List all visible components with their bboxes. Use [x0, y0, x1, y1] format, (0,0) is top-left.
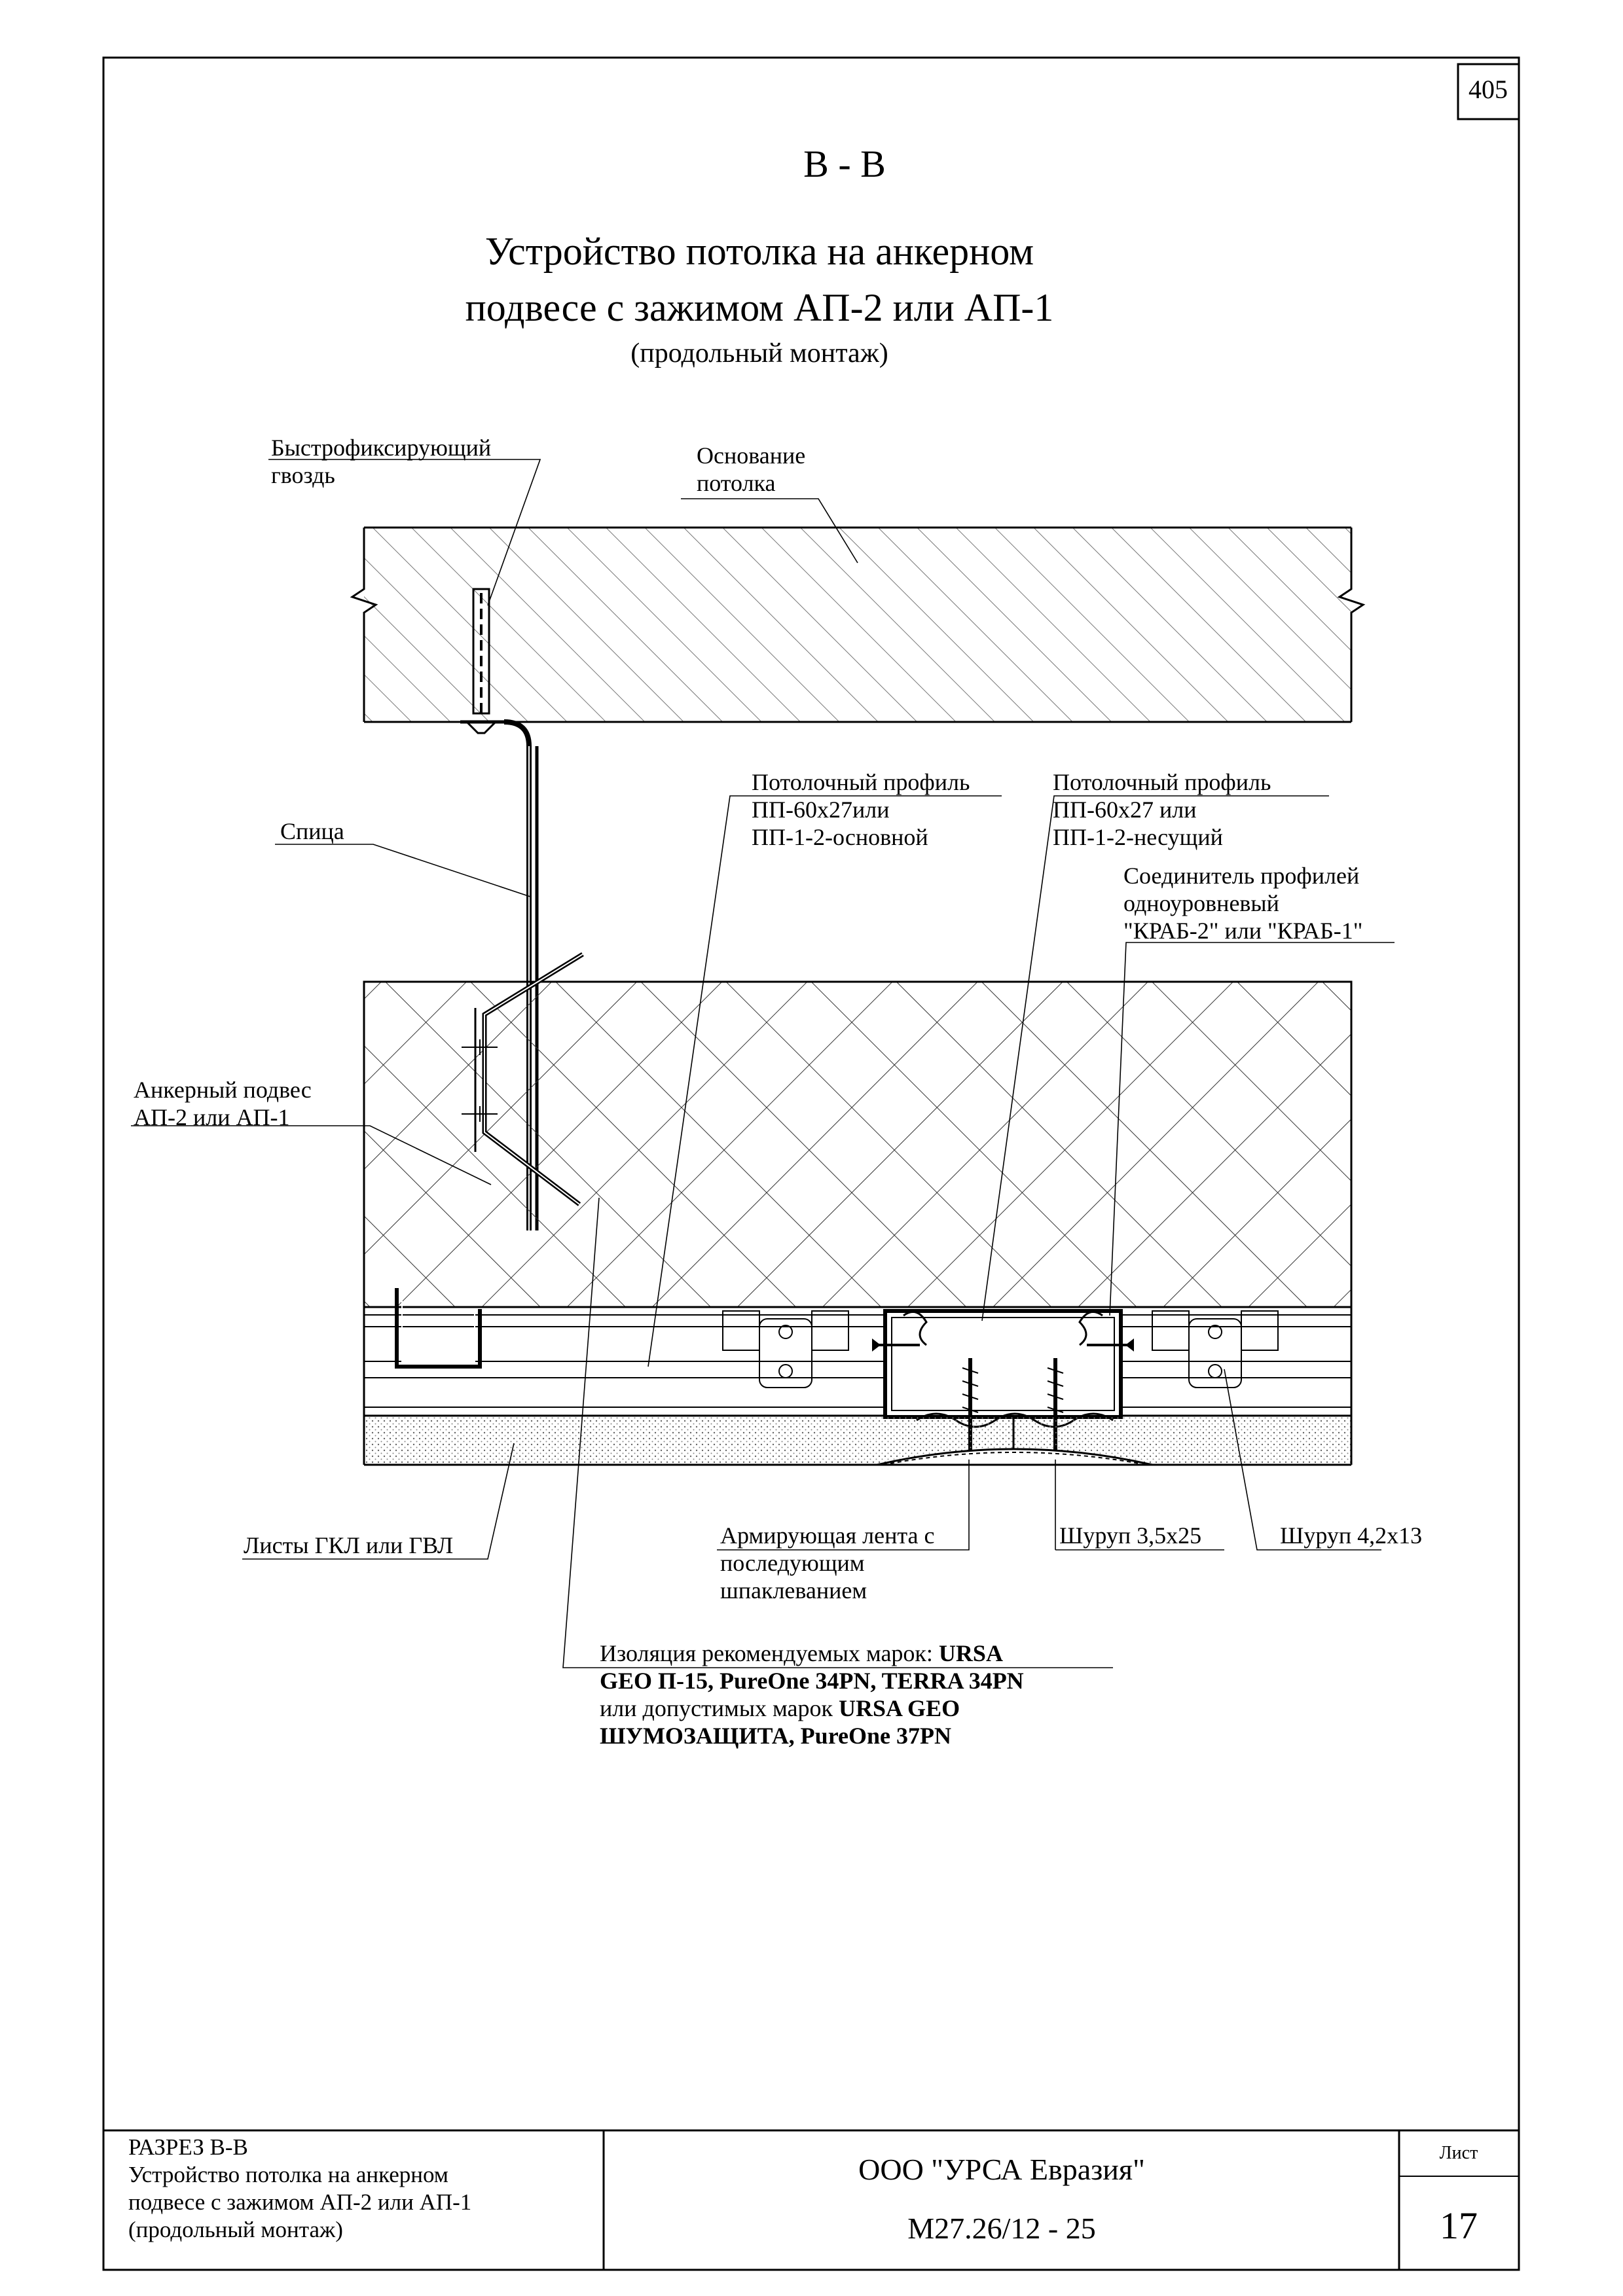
label-profile-main-2: ПП-60х27или	[752, 797, 890, 823]
title-block-desc-1: РАЗРЕЗ В-В	[128, 2134, 248, 2160]
label-profile-bearing-1: Потолочный профиль	[1053, 769, 1271, 795]
title-block-company: ООО "УРСА Евразия"	[858, 2153, 1145, 2186]
label-tape-3: шпаклеванием	[720, 1577, 867, 1604]
label-profile-main-3: ПП-1-2-основной	[752, 824, 928, 850]
title-block-desc-2: Устройство потолка на анкерном	[128, 2162, 448, 2187]
label-connector-2: одноуровневый	[1123, 890, 1279, 916]
label-tape-2: последующим	[720, 1550, 865, 1576]
title-line-3: (продольный монтаж)	[630, 338, 888, 368]
title-block-sheet-value: 17	[1440, 2204, 1478, 2247]
label-connector-3: "КРАБ-2" или "КРАБ-1"	[1123, 918, 1363, 944]
title-block-sheet-label: Лист	[1439, 2143, 1478, 2163]
title-line-2: подвесе с зажимом АП-2 или АП-1	[465, 286, 1054, 329]
label-connector-1: Соединитель профилей	[1123, 863, 1360, 889]
label-profile-main-1: Потолочный профиль	[752, 769, 970, 795]
label-hanger-2: АП-2 или АП-1	[134, 1104, 290, 1130]
label-rod: Спица	[280, 818, 344, 844]
title-block-desc-4: (продольный монтаж)	[128, 2217, 343, 2242]
gypsum-sheets	[364, 1416, 1351, 1465]
rod-leader	[275, 844, 530, 897]
label-hanger-1: Анкерный подвес	[134, 1077, 312, 1103]
sheet-number: 405	[1468, 75, 1508, 104]
ceiling-base-slab	[352, 528, 1363, 722]
label-base-1: Основание	[697, 442, 806, 469]
label-base-2: потолка	[697, 470, 776, 496]
title-block-desc-3: подвесе с зажимом АП-2 или АП-1	[128, 2189, 472, 2215]
label-screw-2: Шуруп 4,2х13	[1280, 1522, 1423, 1549]
insulation-layer	[364, 982, 1351, 1307]
label-insulation-4: ШУМОЗАЩИТА, PureOne 37PN	[600, 1723, 951, 1749]
ceiling-profile-band	[364, 1307, 1351, 1416]
crab-connector	[872, 1311, 1134, 1427]
label-insulation-1: Изоляция рекомендуемых марок: URSA	[600, 1640, 1003, 1666]
title-line-1: Устройство потолка на анкерном	[484, 230, 1034, 273]
label-sheets: Листы ГКЛ или ГВЛ	[244, 1532, 454, 1558]
title-block-code: М27.26/12 - 25	[907, 2212, 1096, 2245]
section-label: В - В	[803, 143, 886, 185]
label-screw-1: Шуруп 3,5х25	[1059, 1522, 1202, 1549]
label-insulation-2: GEO П-15, PureOne 34PN, TERRA 34PN	[600, 1668, 1024, 1694]
label-insulation-3: или допустимых марок URSA GEO	[600, 1695, 960, 1721]
label-nail-1: Быстрофиксирующий	[271, 435, 492, 461]
label-profile-bearing-3: ПП-1-2-несущий	[1053, 824, 1223, 850]
label-tape-1: Армирующая лента с	[720, 1522, 935, 1549]
label-nail-2: гвоздь	[271, 462, 335, 488]
label-profile-bearing-2: ПП-60х27 или	[1053, 797, 1197, 823]
